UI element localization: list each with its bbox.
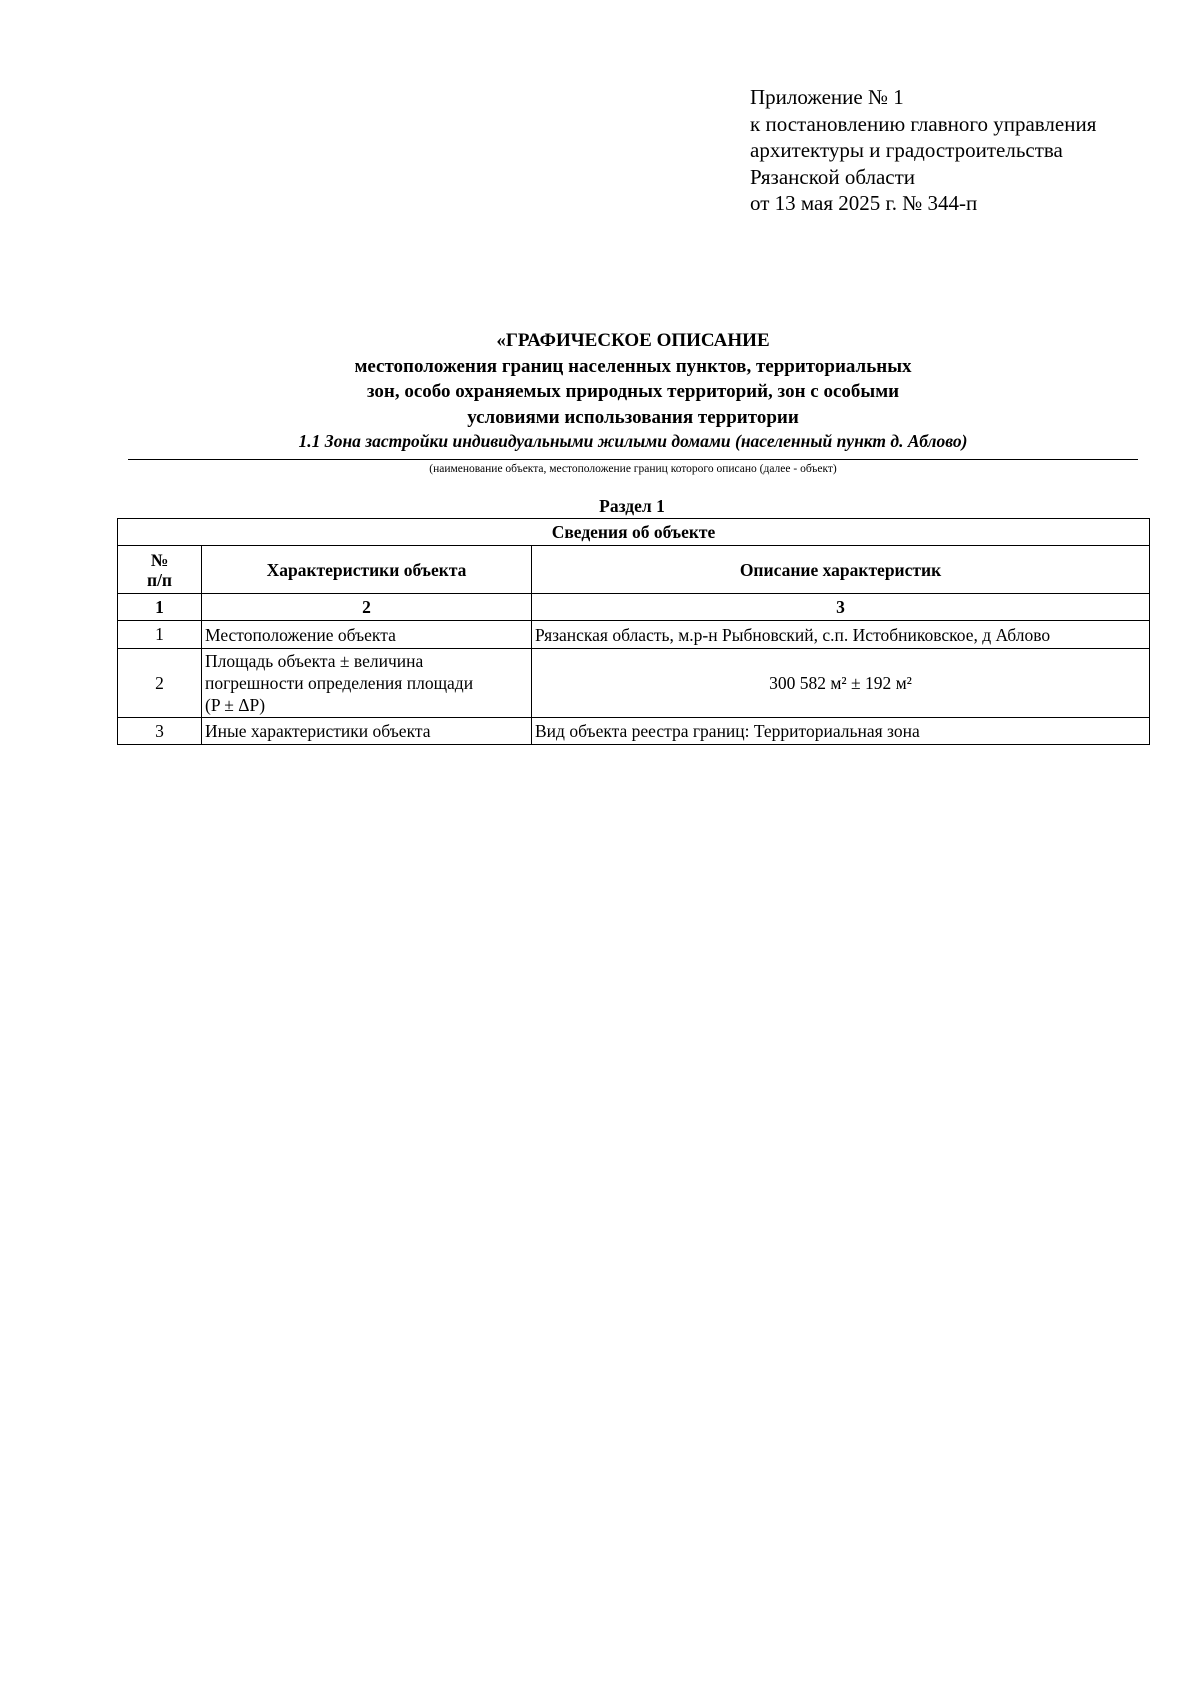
title-line: зон, особо охраняемых природных территорий, зон с особыми xyxy=(366,381,900,402)
appendix-header xyxy=(750,84,1170,217)
object-info-table xyxy=(117,518,1150,745)
row-num: 2 xyxy=(118,649,202,718)
appendix-line: к постановлению главного управления xyxy=(750,111,1097,136)
row-description: Вид объекта реестра границ: Территориальная зона xyxy=(532,718,1150,745)
title-line: условиями использования территории xyxy=(467,406,799,428)
object-name: 1.1 Зона застройки индивидуальными жилыми домами (населенный пункт д. Аблово) xyxy=(298,431,968,451)
header-num xyxy=(118,546,202,594)
appendix-line: архитектуры и градостроительства xyxy=(750,138,1063,162)
row-characteristic xyxy=(202,649,532,718)
section-title: Раздел 1 xyxy=(599,496,665,516)
row-characteristic: Местоположение объекта xyxy=(202,621,532,649)
underline-rule xyxy=(128,459,1138,460)
table-row xyxy=(118,649,1150,718)
characteristic-line: погрешности определения площади xyxy=(205,673,474,693)
appendix-line: от 13 мая 2025 г. № 344-п xyxy=(750,191,978,215)
row-description: Рязанская область, м.р-н Рыбновский, с.п. Истобниковское, д Аблово xyxy=(532,621,1150,649)
header-num-line: № xyxy=(150,549,169,570)
row-num: 3 xyxy=(118,718,202,745)
header-num-line: п/п xyxy=(146,569,173,590)
appendix-line: Приложение № 1 xyxy=(750,85,904,109)
header-characteristic: Характеристики объекта xyxy=(202,546,532,594)
table-title: Сведения об объекте xyxy=(118,519,1150,546)
column-number: 1 xyxy=(118,594,202,621)
characteristic-line: Площадь объекта ± величина xyxy=(205,651,424,671)
row-characteristic: Иные характеристики объекта xyxy=(202,718,532,745)
title-line: местоположения границ населенных пунктов, территориальных xyxy=(354,355,912,377)
row-description: 300 582 м² ± 192 м² xyxy=(532,649,1150,718)
table-header-row xyxy=(118,546,1150,594)
characteristic-line: (P ± ΔP) xyxy=(205,695,266,715)
object-caption: (наименование объекта, местоположение границ которого описано (далее - объект) xyxy=(429,463,837,475)
column-number: 3 xyxy=(532,594,1150,621)
row-num: 1 xyxy=(118,621,202,649)
title-line: «ГРАФИЧЕСКОЕ ОПИСАНИЕ xyxy=(496,330,770,351)
table-row xyxy=(118,718,1150,745)
appendix-line: Рязанской области xyxy=(750,164,916,189)
column-numbers-row xyxy=(118,594,1150,621)
table-row xyxy=(118,621,1150,649)
header-description: Описание характеристик xyxy=(532,546,1150,594)
document-title xyxy=(128,328,1138,452)
column-number: 2 xyxy=(202,594,532,621)
table-title-row xyxy=(118,519,1150,546)
